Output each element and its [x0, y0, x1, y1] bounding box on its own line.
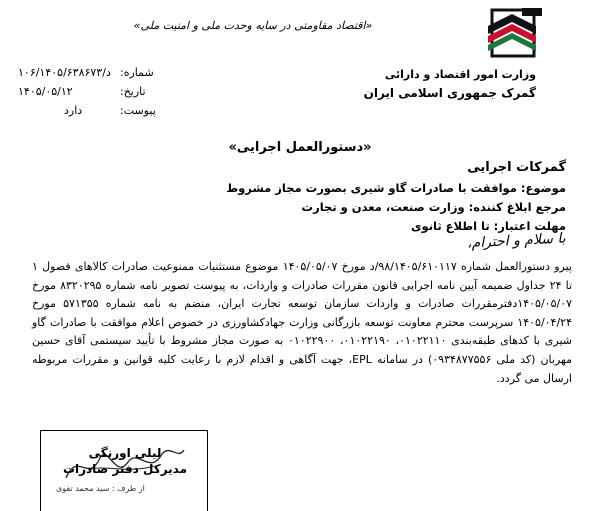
motto: «اقتصاد مقاومتی در سایه وحدت ملی و امنیت ملی» — [133, 19, 373, 32]
notifying-authority: مرجع ابلاغ کننده: وزارت صنعت، معدن و تجارت — [301, 200, 566, 214]
subject: موضوع: موافقت با صادرات گاو شیری بصورت مجاز مشروط — [226, 181, 566, 195]
ministry-name: وزارت امور اقتصاد و دارائی — [384, 68, 536, 81]
recipient: گمرکات اجرایی — [467, 160, 566, 175]
date-value: ۱۴۰۵/۰۵/۱۲ — [18, 85, 73, 98]
signatory-title: مدیرکل دفتر صادرات — [62, 462, 188, 476]
attachment-label: پیوست: — [120, 104, 156, 117]
customs-logo-icon — [478, 6, 548, 60]
number-value: ۱۰۶/۱۴۰۵/۶۳۸۶۷۳/د — [18, 66, 111, 79]
document-title: «دستورالعمل اجرایی» — [228, 140, 372, 155]
greeting: با سلام و احترام، — [467, 230, 567, 252]
signatory-name: لیلی اورنگی — [88, 446, 162, 460]
number-label: شماره: — [120, 66, 154, 79]
date-label: تاریخ: — [120, 85, 146, 98]
body-paragraph: پیرو دستورالعمل شماره ۹۸/۱۴۰۵/۶۱۰۱۱۷/د مورخ ۱۴۰۵/۰۵/۰۷ موضوع مستثنیات ممنوعیت صادرات کالاهای فصول ۱ تا ۲۴ جداول ضمیمه آیین نامه اجرایی قانون مقررات صادرات و واردات، به پیوست تصویر نامه شماره ۸۳۲۰۲۹۵ مورخ ۱۴۰۵/۰۵/۰۷دفترمقررات صادرات و واردات سازمان توسعه تجارت ایران، منضم به نامه شماره ۵۷۱۳۵۵ مورخ ۱۴۰۵/۰۴/۲۴ سرپرست محترم معاونت توسعه بازرگانی وزارت جهادکشاورزی در خصوص اعلام موافقت با صادرات گاو شیری با کدهای طبقه‌بندی ۰۱۰۲۲۱۱۰، ۰۱۰۲۲۱۹۰، ۰۱۰۲۲۹۰۰ به صورت مجاز مشروط با تأیید سیستمی آقای حسین مهربان (کد ملی ۰۹۳۴۸۷۷۵۵۶) در سامانه EPL، جهت آگاهی و اقدام لازم با رعایت کلیه قوانین و مقررات مربوطه ارسال می گردد. — [32, 260, 573, 385]
validity-period: مهلت اعتبار: تا اطلاع ثانوی — [410, 219, 566, 233]
organization-name: گمرک جمهوری اسلامی ایران — [363, 86, 536, 100]
signature-behalf: از طرف : سید محمد تقوی — [56, 484, 145, 493]
attachment-value: دارد — [64, 104, 83, 117]
